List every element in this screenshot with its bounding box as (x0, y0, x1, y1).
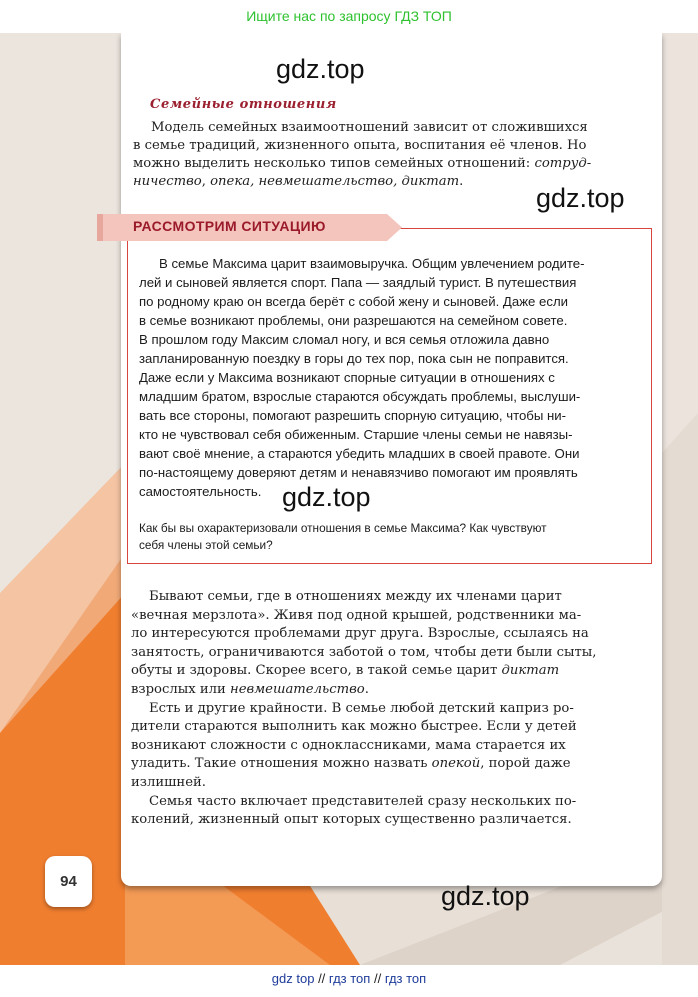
text-fragment: обуты и здоровы. Скорее всего, в такой семье царит (131, 663, 498, 679)
text-line (131, 662, 652, 681)
text-line: ло интересуются проблемами друг друга. Взрослые, ссылаясь на (131, 626, 589, 642)
text-line: «вечная мерзлота». Живя под одной крышей, родственники ма- (131, 607, 582, 623)
text-line: лей и сыновей является спорт. Папа — заядлый турист. В путешествия (139, 275, 577, 290)
text-line (131, 681, 652, 700)
term-italic: ничество (133, 173, 202, 189)
intro-paragraph (133, 119, 651, 191)
text-line: себя члены этой семьи? (139, 538, 273, 552)
text-line: кто не чувствовал себя обиженным. Старшие члены семьи не навязы- (139, 427, 573, 442)
body-text (131, 588, 652, 830)
text-fragment: уладить. Такие отношения можно назвать (131, 756, 428, 772)
term-italic: диктат (501, 663, 560, 679)
footer-link[interactable]: gdz top (271, 971, 315, 986)
text-line: по-настоящему доверяют детям и ненавязчиво помогают им проявлять (139, 465, 578, 480)
text-line: вают своё мнение, а стараются убедить младших в своей правоте. Они (139, 446, 580, 461)
term-italic: опекой (431, 756, 481, 772)
page-number: 94 (60, 873, 77, 890)
case-question (139, 520, 639, 554)
text-line: Даже если у Максима возникают спорные ситуации в отношениях с (139, 370, 555, 385)
text-fragment: взрослых или (131, 681, 226, 697)
text-fragment: можно выделить несколько типов семейных отношений: (133, 155, 531, 171)
text-line: возникают сложности с одноклассниками, мама старается их (131, 737, 566, 753)
text-line: В семье Максима царит взаимовыручка. Общим увлечением родите- (159, 256, 585, 271)
text-line: самостоятельность. (139, 484, 262, 499)
text-line: вать все стороны, помогают разрешить спорную ситуацию, чтобы ни- (139, 408, 567, 423)
text-line: Модель семейных взаимоотношений зависит от сложившихся (151, 120, 588, 135)
watermark: gdz.top (276, 54, 365, 84)
footer-link[interactable]: гдз топ (384, 971, 427, 986)
text-line: в семье традиций, жизненного опыта, воспитания её членов. Но (133, 137, 587, 153)
case-heading: РАССМОТРИМ СИТУАЦИЮ (133, 218, 326, 234)
text-line: дители стараются выполнить как можно быстрее. Если у детей (131, 719, 577, 735)
text-line: Как бы вы охарактеризовали отношения в семье Максима? Как чувствуют (139, 521, 547, 535)
watermark: gdz.top (282, 482, 371, 512)
text-line: Семья часто включает представителей сразу нескольких по- (149, 793, 577, 809)
text-line: В прошлом году Максим сломал ногу, и вся семья отложила давно (139, 332, 550, 347)
text-line: Есть и другие крайности. В семье любой детский каприз ро- (149, 700, 574, 716)
footer-link[interactable]: гдз топ (328, 971, 371, 986)
term-italic: опека, невмешательство, диктат (210, 173, 460, 189)
watermark: gdz.top (536, 183, 625, 213)
footer-separator: // (373, 971, 382, 986)
top-banner[interactable]: Ищите нас по запросу ГДЗ ТОП (246, 8, 452, 24)
text-line: излишней. (131, 774, 206, 790)
footer-links (0, 971, 698, 986)
text-line: занятость, ограничиваются заботой о том, чтобы дети были сыты, (131, 644, 597, 660)
text-line (133, 173, 651, 191)
section-title: Семейные отношения (150, 97, 337, 112)
term-italic: сотруд- (534, 155, 592, 171)
case-text (139, 254, 639, 501)
text-line: запланированную поездку в горы до тех пор, пока сын не поправится. (139, 351, 569, 366)
text-line: в семье возникают проблемы, они разрешаются на семейном совете. (139, 313, 568, 328)
text-fragment: , порой даже (480, 756, 571, 772)
text-line: Бывают семьи, где в отношениях между их членами царит (149, 589, 562, 604)
text-line: колений, жизненный опыт которых существенно различается. (131, 812, 572, 828)
text-line: по родному краю он всегда берёт с собой жену и сыновей. Даже если (139, 294, 569, 309)
watermark: gdz.top (441, 881, 530, 911)
footer-separator: // (318, 971, 326, 986)
text-fragment: . (459, 173, 464, 189)
text-fragment: , (201, 173, 211, 189)
text-line (133, 155, 651, 173)
text-line (131, 755, 652, 774)
text-line: младшим братом, взрослые стараются обсуждать проблемы, выслуши- (139, 389, 581, 404)
text-fragment: . (364, 681, 369, 697)
term-italic: невмешательство (230, 681, 365, 697)
